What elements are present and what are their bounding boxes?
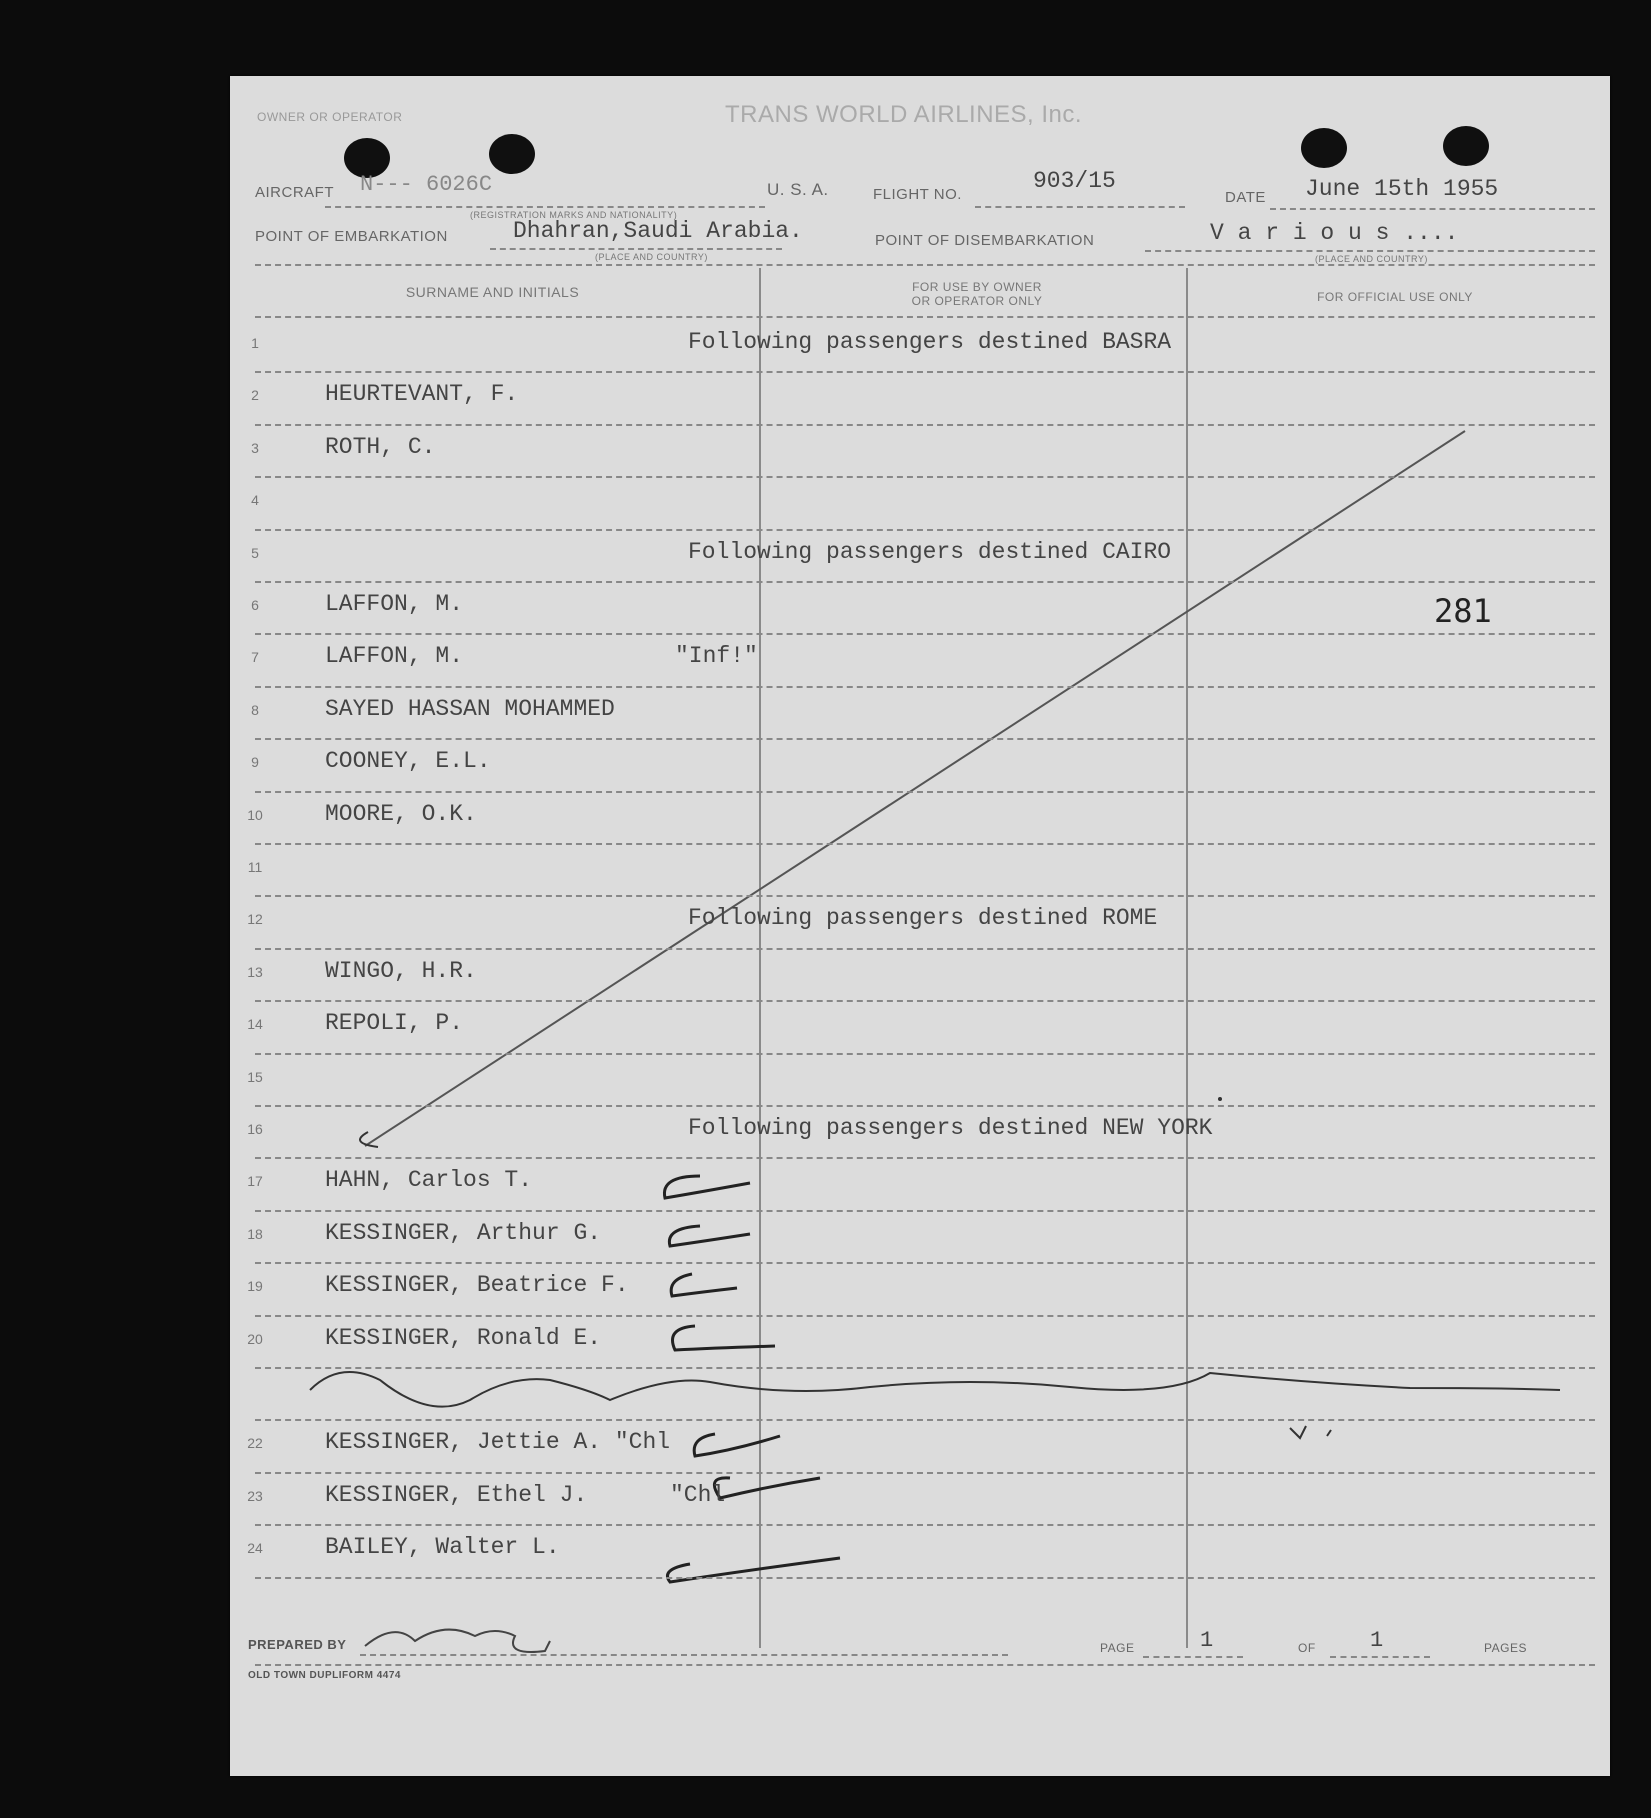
preparer-signature xyxy=(365,1630,550,1652)
row-rule xyxy=(255,581,1595,583)
row-rule xyxy=(255,843,1595,845)
row-rule xyxy=(255,1315,1595,1317)
passenger-name: KESSINGER, Beatrice F. xyxy=(325,1272,629,1298)
row-rule xyxy=(255,371,1595,373)
embarkation-caption: (PLACE AND COUNTRY) xyxy=(595,252,708,262)
row-number: 16 xyxy=(247,1121,263,1137)
passenger-name: KESSINGER, Ronald E. xyxy=(325,1325,602,1351)
pages-label: PAGES xyxy=(1484,1641,1527,1655)
row-rule xyxy=(255,1105,1595,1107)
row-number: 3 xyxy=(251,440,259,456)
row-rule xyxy=(255,1053,1595,1055)
page-label: PAGE xyxy=(1100,1641,1135,1655)
row-rule xyxy=(255,791,1595,793)
passenger-name: HEURTEVANT, F. xyxy=(325,381,519,407)
ink-dot xyxy=(1218,1097,1222,1101)
row-rule xyxy=(255,1262,1595,1264)
passenger-note: "Chl xyxy=(670,1482,726,1508)
passenger-name: KESSINGER, Jettie A. "Chl xyxy=(325,1429,671,1455)
column-surname: SURNAME AND INITIALS xyxy=(405,284,580,300)
check-mark xyxy=(664,1176,750,1198)
row-rule xyxy=(255,1367,1595,1369)
row-rule xyxy=(255,476,1595,478)
owner-label: OWNER OR OPERATOR xyxy=(257,110,403,124)
wavy-strike-line xyxy=(310,1372,1560,1407)
row-rule xyxy=(255,895,1595,897)
row-number: 22 xyxy=(247,1435,263,1451)
row-number: 6 xyxy=(251,597,259,613)
owner-value: TRANS WORLD AIRLINES, Inc. xyxy=(725,101,1083,128)
date-label: DATE xyxy=(1225,189,1266,206)
prepared-by-label: PREPARED BY xyxy=(248,1637,347,1652)
row-rule xyxy=(255,1472,1595,1474)
passenger-name: KESSINGER, Ethel J. xyxy=(325,1482,588,1508)
row-rule xyxy=(255,633,1595,635)
destination-heading: Following passengers destined ROME xyxy=(688,905,1158,931)
passenger-name: MOORE, O.K. xyxy=(325,801,477,827)
nationality: U. S. A. xyxy=(767,180,829,199)
row-number: 15 xyxy=(247,1069,263,1085)
row-number: 4 xyxy=(251,492,259,508)
row-rule xyxy=(255,1577,1595,1579)
row-number: 13 xyxy=(247,964,263,980)
flight-number: 903/15 xyxy=(1033,168,1116,194)
destination-heading: Following passengers destined NEW YORK xyxy=(688,1115,1213,1141)
passenger-name: REPOLI, P. xyxy=(325,1010,464,1036)
row-number: 1 xyxy=(251,335,259,351)
passenger-name: BAILEY, Walter L. xyxy=(325,1534,560,1560)
check-mark xyxy=(694,1434,780,1456)
row-rule xyxy=(255,686,1595,688)
row-number: 14 xyxy=(247,1016,263,1032)
row-rule xyxy=(255,1524,1595,1526)
row-number: 9 xyxy=(251,754,259,770)
passenger-name: HAHN, Carlos T. xyxy=(325,1167,533,1193)
disembarkation-value: V a r i o u s .... xyxy=(1210,220,1459,246)
row-number: 5 xyxy=(251,545,259,561)
row-number: 2 xyxy=(251,387,259,403)
embarkation-label: POINT OF EMBARKATION xyxy=(255,228,448,245)
passenger-note: "Inf!" xyxy=(675,643,758,669)
passenger-name: LAFFON, M. xyxy=(325,643,464,669)
date-value: June 15th 1955 xyxy=(1305,176,1499,202)
check-mark xyxy=(669,1226,750,1246)
column-owner-use-line1: FOR USE BY OWNER xyxy=(912,280,1042,294)
passenger-name: ROTH, C. xyxy=(325,434,436,460)
passenger-name: COONEY, E.L. xyxy=(325,748,491,774)
form-id: OLD TOWN DUPLIFORM 4474 xyxy=(248,1670,401,1681)
disembarkation-caption: (PLACE AND COUNTRY) xyxy=(1315,254,1428,264)
row-number: 23 xyxy=(247,1488,263,1504)
row-number: 11 xyxy=(247,859,263,875)
row-number: 19 xyxy=(247,1278,263,1294)
row-number: 7 xyxy=(251,649,259,665)
destination-heading: Following passengers destined BASRA xyxy=(688,329,1172,355)
row-number: 10 xyxy=(247,807,263,823)
row-number: 18 xyxy=(247,1226,263,1242)
total-pages: 1 xyxy=(1370,1628,1384,1653)
page-number: 1 xyxy=(1200,1628,1214,1653)
row-rule xyxy=(255,1419,1595,1421)
row-number: 12 xyxy=(247,911,263,927)
row-number: 8 xyxy=(251,702,259,718)
flight-label: FLIGHT NO. xyxy=(873,186,962,203)
row-rule xyxy=(255,529,1595,531)
column-official: FOR OFFICIAL USE ONLY xyxy=(1317,290,1473,304)
row-rule xyxy=(255,1000,1595,1002)
passenger-name: LAFFON, M. xyxy=(325,591,464,617)
embarkation-value: Dhahran,Saudi Arabia. xyxy=(513,218,803,244)
check-mark xyxy=(673,1326,776,1350)
check-mark xyxy=(671,1274,737,1296)
row-rule xyxy=(255,1210,1595,1212)
ink-marks xyxy=(1290,1426,1331,1438)
row-rule xyxy=(255,948,1595,950)
manifest-page xyxy=(230,76,1610,1776)
row-rule xyxy=(255,424,1595,426)
row-number: 24 xyxy=(247,1540,263,1556)
row-rule xyxy=(255,1157,1595,1159)
column-owner-use-line2: OR OPERATOR ONLY xyxy=(911,294,1043,308)
official-note: 281 xyxy=(1434,592,1492,630)
aircraft-label: AIRCRAFT xyxy=(255,184,334,201)
aircraft-registration: N--- 6026C xyxy=(360,172,493,197)
row-number: 17 xyxy=(247,1173,263,1189)
passenger-name: KESSINGER, Arthur G. xyxy=(325,1220,602,1246)
row-number: 20 xyxy=(247,1331,263,1347)
disembarkation-label: POINT OF DISEMBARKATION xyxy=(875,232,1095,249)
row-rule xyxy=(255,738,1595,740)
check-mark xyxy=(714,1478,820,1498)
passenger-name: SAYED HASSAN MOHAMMED xyxy=(325,696,615,722)
passenger-name: WINGO, H.R. xyxy=(325,958,477,984)
destination-heading: Following passengers destined CAIRO xyxy=(688,539,1172,565)
registration-caption: (REGISTRATION MARKS AND NATIONALITY) xyxy=(470,210,678,220)
of-label: OF xyxy=(1298,1641,1316,1655)
